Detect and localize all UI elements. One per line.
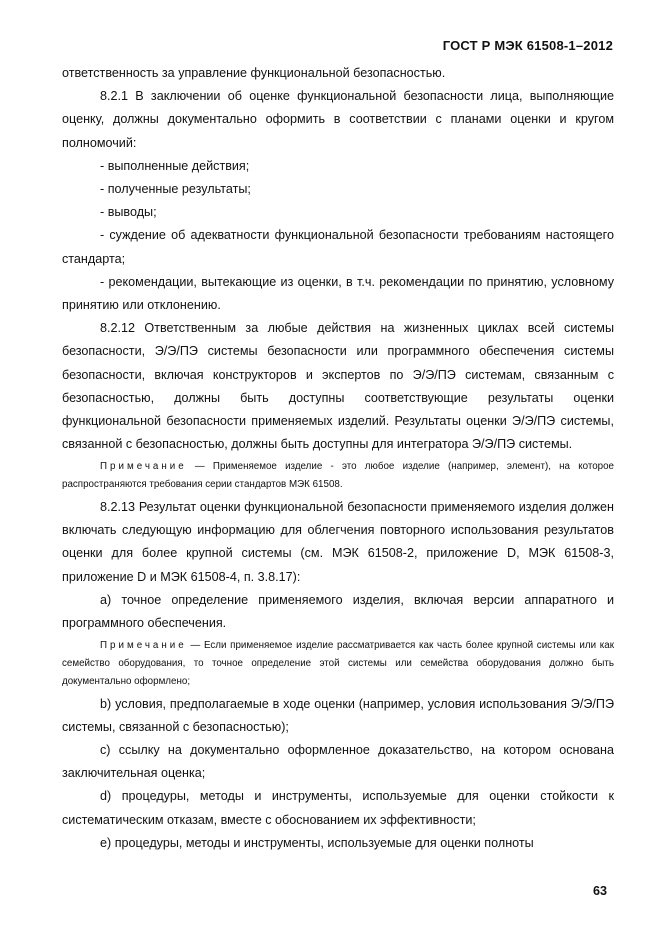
list-item-conclusions: - выводы; (100, 205, 157, 220)
list-item-judgement: - суждение об адекватности функциональной безопасности требованиям настоящего стандарта; (62, 228, 614, 266)
paragraph-8-2-12: 8.2.12 Ответственным за любые действия на жизненных циклах всей системы безопасности, Э/Э/ПЭ системы безопасности или программного обеспечения системы безопасности, включая конструкторов и экспертов по Э/Э/ПЭ системам, связанным с безопасностью, должны быть доступны соответствующие результаты оценки функциональной безопасности применяемых изделий. Результаты оценки Э/Э/ПЭ системы, связанной с безопасностью, должны быть доступны для интегратора Э/Э/ПЭ системы. (62, 321, 614, 452)
note-text: — Если применяемое изделие рассматривается как часть более крупной системы или как семейство оборудования, то точное определение этой системы или семейства оборудования должно быть документально оформлено; (62, 640, 614, 687)
note-label: Примечание (100, 461, 187, 473)
paragraph-continuation: ответственность за управление функциональной безопасностью. (62, 66, 446, 80)
paragraph-8-2-1: 8.2.1 В заключении об оценке функциональной безопасности лица, выполняющие оценку, должны документально оформить в соответствии с планами оценки и кругом полномочий: (62, 89, 614, 150)
list-item-b: b) условия, предполагаемые в ходе оценки (например, условия использования Э/Э/ПЭ системы, связанной с безопасностью); (62, 696, 614, 734)
document-header: ГОСТ Р МЭК 61508-1–2012 (442, 38, 613, 53)
page-number: 63 (592, 884, 607, 898)
document-body (62, 62, 614, 855)
list-item-c: c) ссылку на документально оформленное доказательство, на котором основана заключительная оценка; (62, 743, 614, 781)
list-item-a: a) точное определение применяемого изделия, включая версии аппаратного и программного обеспечения. (62, 592, 614, 631)
note-applied-item (62, 458, 614, 494)
note-larger-system (62, 637, 614, 690)
note-text: — Применяемое изделие - это любое изделие (например, элемент), на которое распространяются требования серии стандартов МЭК 61508. (62, 461, 614, 491)
paragraph-8-2-13: 8.2.13 Результат оценки функциональной безопасности применяемого изделия должен включать следующую информацию для облегчения повторного использования результатов оценки для более крупной системы (см. МЭК 61508-2, приложение D, МЭК 61508-3, приложение D и МЭК 61508-4, п. 3.8.17): (62, 500, 614, 584)
list-item-recommendations: - рекомендации, вытекающие из оценки, в т.ч. рекомендации по принятию, условному принятию или отклонению. (62, 274, 614, 313)
list-item-e: e) процедуры, методы и инструменты, используемые для оценки полноты (100, 835, 534, 850)
list-item-actions: - выполненные действия; (100, 158, 250, 173)
list-item-d: d) процедуры, методы и инструменты, используемые для оценки стойкости к систематическим отказам, вместе с обоснованием их эффективности; (62, 789, 614, 827)
note-label: Примечание (100, 640, 187, 652)
list-item-results: - полученные результаты; (100, 182, 251, 197)
